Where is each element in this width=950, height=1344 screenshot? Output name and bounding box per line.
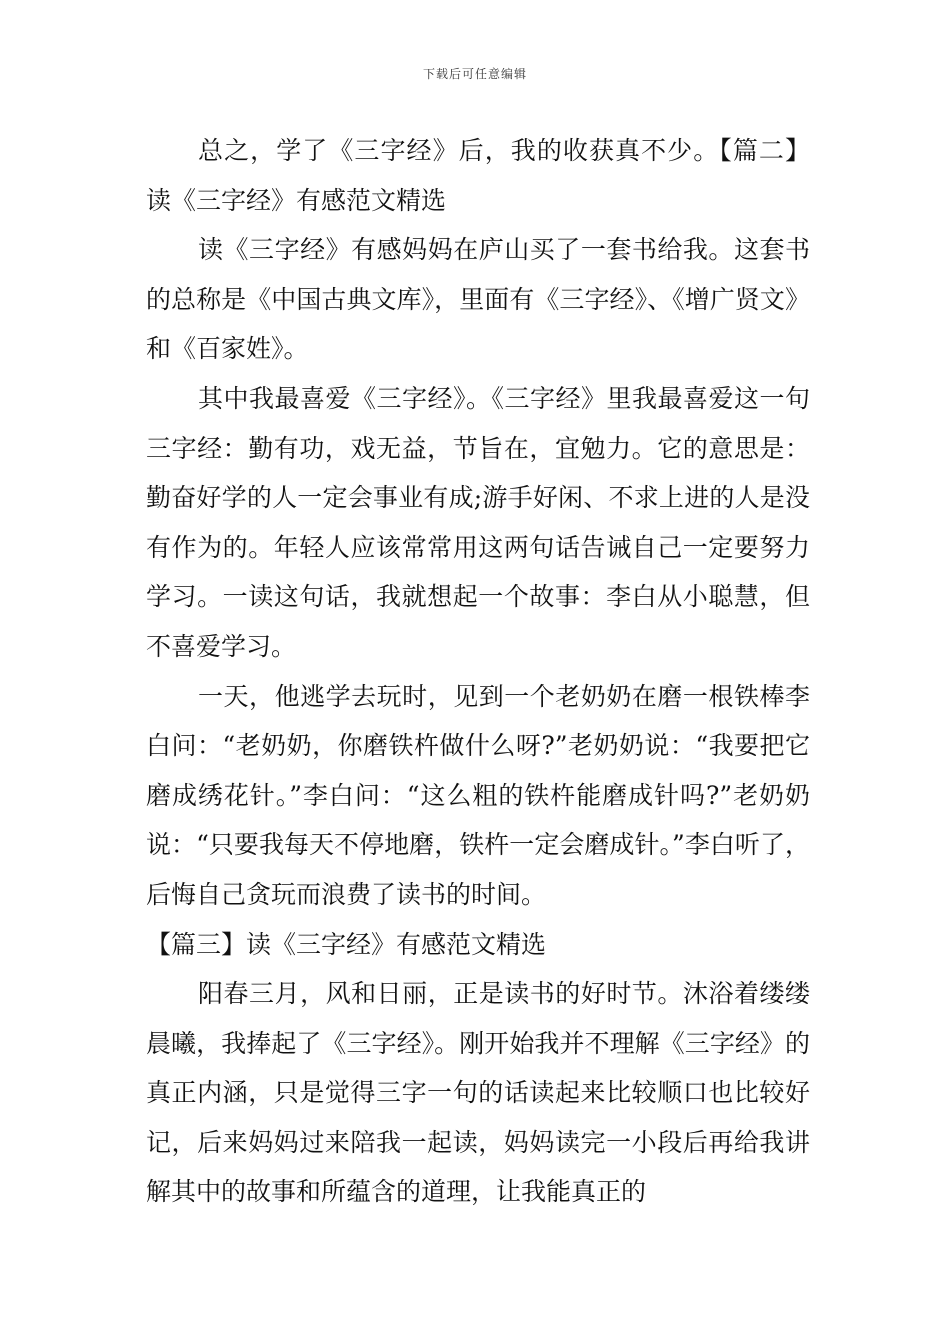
paragraph-li-bai-story: 一天，他逃学去玩时，见到一个老奶奶在磨一根铁棒李白问：“老奶奶，你磨铁杵做什么呀?”老奶奶说：“我要把它磨成绣花针。”李白问：“这么粗的铁杵能磨成针吗?”老奶奶说：“只要我每天不停地磨，铁杵一定会磨成针。”李白听了，后悔自己贪玩而浪费了读书的时间。 (146, 681, 810, 909)
paragraph-conclusion: 总之，学了《三字经》后，我的收获真不少。【篇二】读《三字经》有感范文精选 (146, 136, 810, 215)
page-header: 下载后可任意编辑 (422, 67, 527, 81)
paragraph-spring-reading: 阳春三月，风和日丽，正是读书的好时节。沐浴着缕缕晨曦，我捧起了《三字经》。刚开始我并不理解《三字经》的真正内涵，只是觉得三字一句的话读起来比较顺口也比较好记，后来妈妈过来陪我一起读，妈妈读完一小段后再给我讲解其中的故事和所蕴含的道理，让我能真正的 (146, 979, 810, 1207)
paragraph-intro-books: 读《三字经》有感妈妈在庐山买了一套书给我。这套书的总称是《中国古典文库》，里面有《三字经》、《增广贤文》和《百家姓》。 (146, 235, 810, 364)
section-heading-part-three: 【篇三】读《三字经》有感范文精选 (146, 929, 547, 959)
paragraph-favorite-verse: 其中我最喜爱《三字经》。《三字经》里我最喜爱这一句三字经：勤有功，戏无益，节旨在，宜勉力。它的意思是：勤奋好学的人一定会事业有成;游手好闲、不求上进的人是没有作为的。年轻人应该常常用这两句话告诫自己一定要努力学习。一读这句话，我就想起一个故事：李白从小聪慧，但不喜爱学习。 (146, 383, 810, 661)
document-body (146, 126, 810, 1217)
